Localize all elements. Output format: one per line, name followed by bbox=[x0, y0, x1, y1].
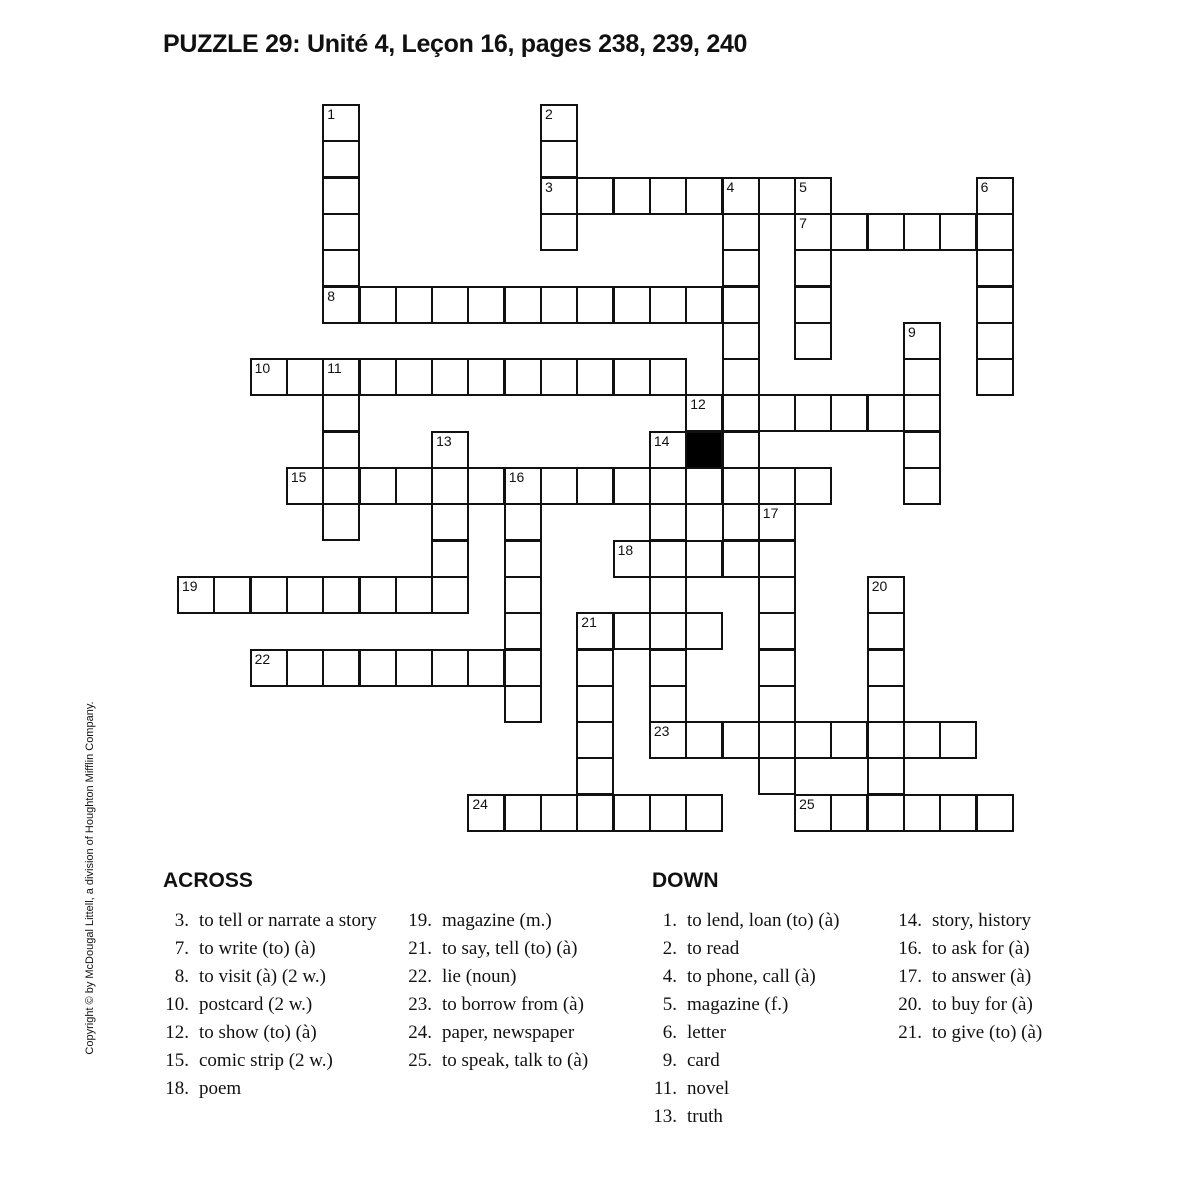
copyright-notice: Copyright © by McDougal Littell, a division of Houghton Mifflin Company. bbox=[84, 701, 96, 1055]
grid-cell[interactable] bbox=[649, 612, 687, 650]
grid-cell[interactable] bbox=[322, 431, 360, 469]
grid-cell[interactable] bbox=[322, 394, 360, 432]
grid-cell[interactable] bbox=[758, 721, 796, 759]
clue-number: 24. bbox=[408, 1022, 432, 1043]
grid-cell[interactable] bbox=[613, 612, 651, 650]
page-title: PUZZLE 29: Unité 4, Leçon 16, pages 238, 239, 240 bbox=[163, 30, 748, 58]
across-clues-col2 bbox=[406, 907, 646, 1075]
grid-cell[interactable] bbox=[322, 576, 360, 614]
clue-text: to phone, call (à) bbox=[687, 966, 816, 987]
clue-text: letter bbox=[687, 1022, 727, 1043]
clue-item bbox=[896, 963, 1126, 991]
clue-text: to give (to) (à) bbox=[932, 1022, 1043, 1043]
clue-number-label: 13 bbox=[436, 432, 452, 449]
grid-cell[interactable] bbox=[649, 794, 687, 832]
grid-cell[interactable] bbox=[867, 757, 905, 795]
grid-cell[interactable] bbox=[758, 757, 796, 795]
grid-cell[interactable] bbox=[976, 794, 1014, 832]
grid-cell[interactable] bbox=[758, 540, 796, 578]
clue-number-label: 2 bbox=[545, 106, 553, 122]
grid-cell[interactable] bbox=[867, 721, 905, 759]
grid-cell[interactable] bbox=[903, 431, 941, 469]
grid-cell[interactable] bbox=[758, 649, 796, 687]
clue-number: 23. bbox=[408, 994, 432, 1015]
clue-item bbox=[896, 907, 1126, 935]
grid-cell[interactable] bbox=[903, 721, 941, 759]
grid-cell[interactable] bbox=[322, 467, 360, 505]
grid-cell[interactable] bbox=[830, 394, 868, 432]
grid-cell[interactable] bbox=[540, 213, 578, 251]
grid-cell[interactable] bbox=[758, 394, 796, 432]
grid-cell[interactable] bbox=[359, 286, 397, 324]
grid-cell[interactable] bbox=[504, 286, 542, 324]
clue-number: 5. bbox=[662, 994, 677, 1015]
grid-cell[interactable] bbox=[722, 431, 760, 469]
clue-number: 11. bbox=[653, 1078, 677, 1099]
grid-cell[interactable] bbox=[867, 394, 905, 432]
grid-cell[interactable] bbox=[939, 721, 977, 759]
clue-text: truth bbox=[687, 1106, 723, 1127]
grid-cell[interactable] bbox=[722, 322, 760, 360]
grid-cell[interactable] bbox=[576, 721, 614, 759]
grid-cell[interactable] bbox=[322, 649, 360, 687]
clue-number-label: 16 bbox=[508, 469, 525, 485]
clue-number: 16. bbox=[898, 938, 922, 959]
clue-text: to ask for (à) bbox=[932, 938, 1030, 959]
grid-cell[interactable] bbox=[722, 721, 760, 759]
clue-number: 15. bbox=[165, 1050, 189, 1071]
grid-cell[interactable] bbox=[613, 358, 651, 396]
grid-cell[interactable] bbox=[613, 794, 651, 832]
clue-text: magazine (m.) bbox=[442, 910, 552, 931]
clue-text: lie (noun) bbox=[442, 966, 517, 987]
clue-item bbox=[896, 935, 1126, 963]
grid-cell[interactable] bbox=[794, 721, 832, 759]
grid-cell[interactable] bbox=[903, 394, 941, 432]
grid-cell[interactable] bbox=[395, 576, 433, 614]
grid-cell[interactable] bbox=[903, 213, 941, 251]
grid-cell[interactable] bbox=[540, 794, 578, 832]
clue-number-label: 9 bbox=[908, 323, 916, 340]
clue-number: 8. bbox=[174, 966, 189, 987]
down-clues-col1 bbox=[651, 907, 891, 1131]
grid-cell[interactable] bbox=[758, 576, 796, 614]
clue-number-label: 18 bbox=[617, 541, 634, 558]
grid-cell[interactable] bbox=[359, 358, 397, 396]
grid-cell[interactable] bbox=[722, 213, 760, 251]
clue-item bbox=[651, 991, 891, 1019]
grid-cell[interactable] bbox=[649, 177, 687, 215]
grid-cell[interactable] bbox=[576, 177, 614, 215]
grid-cell[interactable] bbox=[830, 794, 868, 832]
clue-number: 20. bbox=[898, 994, 922, 1015]
clue-item bbox=[651, 1047, 891, 1075]
grid-cell[interactable] bbox=[830, 213, 868, 251]
grid-cell[interactable] bbox=[794, 286, 832, 324]
grid-cell[interactable] bbox=[504, 794, 542, 832]
clue-item bbox=[163, 907, 383, 935]
grid-cell[interactable] bbox=[722, 286, 760, 324]
grid-cell[interactable] bbox=[722, 358, 760, 396]
grid-cell[interactable] bbox=[395, 467, 433, 505]
grid-cell[interactable] bbox=[286, 358, 324, 396]
clue-item bbox=[163, 1075, 383, 1103]
clue-number-label: 1 bbox=[327, 106, 335, 122]
clue-number-label: 10 bbox=[254, 360, 271, 377]
grid-cell[interactable] bbox=[322, 213, 360, 251]
clue-text: to borrow from (à) bbox=[442, 994, 584, 1015]
down-heading: DOWN bbox=[652, 869, 719, 892]
clue-number-label: 12 bbox=[690, 396, 706, 413]
clue-number-label: 21 bbox=[581, 614, 597, 631]
grid-cell[interactable] bbox=[540, 140, 578, 178]
grid-cell[interactable] bbox=[976, 286, 1014, 324]
grid-cell[interactable] bbox=[431, 286, 469, 324]
grid-cell[interactable] bbox=[576, 286, 614, 324]
grid-cell[interactable] bbox=[286, 576, 324, 614]
clue-number-label: 7 bbox=[799, 214, 807, 231]
grid-cell[interactable] bbox=[758, 467, 796, 505]
grid-cell[interactable] bbox=[722, 503, 760, 541]
grid-cell[interactable] bbox=[467, 467, 505, 505]
grid-cell[interactable] bbox=[613, 467, 651, 505]
clue-text: to answer (à) bbox=[932, 966, 1032, 987]
clue-number-label: 24 bbox=[472, 795, 488, 812]
grid-cell[interactable] bbox=[976, 213, 1014, 251]
grid-cell[interactable] bbox=[685, 286, 723, 324]
clue-number: 1. bbox=[662, 910, 677, 931]
grid-cell[interactable] bbox=[649, 503, 687, 541]
across-clues-col1 bbox=[163, 907, 383, 1103]
grid-cell[interactable] bbox=[722, 249, 760, 287]
clue-item bbox=[406, 991, 646, 1019]
grid-cell[interactable] bbox=[576, 358, 614, 396]
clue-number-label: 6 bbox=[980, 178, 989, 195]
clue-number-label: 5 bbox=[799, 178, 807, 195]
grid-cell[interactable] bbox=[830, 721, 868, 759]
grid-cell[interactable] bbox=[722, 467, 760, 505]
clue-item bbox=[896, 1019, 1126, 1047]
clue-item bbox=[896, 991, 1126, 1019]
grid-cell[interactable] bbox=[322, 140, 360, 178]
grid-cell[interactable] bbox=[867, 794, 905, 832]
grid-cell[interactable] bbox=[794, 467, 832, 505]
grid-cell[interactable] bbox=[322, 177, 360, 215]
down-clues-col2 bbox=[896, 907, 1126, 1047]
grid-cell[interactable] bbox=[649, 286, 687, 324]
grid-cell[interactable] bbox=[685, 540, 723, 578]
grid-cell[interactable] bbox=[431, 358, 469, 396]
grid-cell[interactable] bbox=[903, 794, 941, 832]
grid-cell[interactable] bbox=[540, 286, 578, 324]
clue-number: 22. bbox=[408, 966, 432, 987]
grid-cell[interactable] bbox=[976, 249, 1014, 287]
grid-cell[interactable] bbox=[722, 540, 760, 578]
clue-text: to speak, talk to (à) bbox=[442, 1050, 589, 1071]
clue-text: to write (to) (à) bbox=[199, 938, 316, 959]
grid-cell[interactable] bbox=[794, 394, 832, 432]
clue-number: 18. bbox=[165, 1078, 189, 1099]
clue-number-label: 19 bbox=[182, 577, 198, 594]
clue-number: 13. bbox=[653, 1106, 677, 1127]
grid-cell[interactable] bbox=[649, 540, 687, 578]
clue-number: 10. bbox=[165, 994, 189, 1015]
clue-number: 6. bbox=[662, 1022, 677, 1043]
grid-cell[interactable] bbox=[903, 467, 941, 505]
grid-cell[interactable] bbox=[576, 757, 614, 795]
grid-cell[interactable] bbox=[903, 358, 941, 396]
grid-cell[interactable] bbox=[213, 576, 251, 614]
grid-cell[interactable] bbox=[867, 685, 905, 723]
clue-number: 21. bbox=[408, 938, 432, 959]
clue-text: card bbox=[687, 1050, 720, 1071]
clue-number: 7. bbox=[174, 938, 189, 959]
clue-text: to tell or narrate a story bbox=[199, 910, 377, 931]
grid-cell[interactable] bbox=[867, 612, 905, 650]
grid-cell[interactable] bbox=[431, 503, 469, 541]
clue-text: magazine (f.) bbox=[687, 994, 789, 1015]
clue-text: postcard (2 w.) bbox=[199, 994, 313, 1015]
clue-text: to buy for (à) bbox=[932, 994, 1033, 1015]
grid-cell[interactable] bbox=[540, 467, 578, 505]
grid-cell[interactable] bbox=[467, 358, 505, 396]
clue-item bbox=[406, 1019, 646, 1047]
clue-number-label: 11 bbox=[327, 360, 342, 377]
grid-cell[interactable] bbox=[504, 503, 542, 541]
grid-cell[interactable] bbox=[504, 358, 542, 396]
clue-item bbox=[163, 1047, 383, 1075]
clue-number: 19. bbox=[408, 910, 432, 931]
grid-cell[interactable] bbox=[976, 322, 1014, 360]
clue-number: 14. bbox=[898, 910, 922, 931]
clue-item bbox=[406, 907, 646, 935]
clue-item bbox=[651, 1103, 891, 1131]
clue-number-label: 14 bbox=[653, 432, 670, 449]
clue-number-label: 4 bbox=[726, 178, 735, 195]
grid-cell[interactable] bbox=[758, 612, 796, 650]
clue-number-label: 20 bbox=[871, 577, 888, 594]
grid-cell[interactable] bbox=[576, 794, 614, 832]
clue-item bbox=[651, 1075, 891, 1103]
grid-cell[interactable] bbox=[359, 467, 397, 505]
grid-cell[interactable] bbox=[939, 794, 977, 832]
grid-cell[interactable] bbox=[504, 649, 542, 687]
grid-cell[interactable] bbox=[431, 649, 469, 687]
grid-cell[interactable] bbox=[685, 177, 723, 215]
grid-cell[interactable] bbox=[395, 358, 433, 396]
clue-text: story, history bbox=[932, 910, 1032, 931]
grid-cell[interactable] bbox=[286, 649, 324, 687]
grid-cell[interactable] bbox=[649, 685, 687, 723]
grid-cell[interactable] bbox=[649, 358, 687, 396]
clue-number: 9. bbox=[662, 1050, 677, 1071]
clue-item bbox=[651, 907, 891, 935]
clue-number-label: 15 bbox=[290, 469, 307, 485]
grid-cell[interactable] bbox=[576, 467, 614, 505]
grid-cell[interactable] bbox=[322, 503, 360, 541]
grid-cell[interactable] bbox=[976, 358, 1014, 396]
grid-cell[interactable] bbox=[504, 612, 542, 650]
grid-cell[interactable] bbox=[359, 576, 397, 614]
clue-text: to show (to) (à) bbox=[199, 1022, 317, 1043]
grid-cell[interactable] bbox=[685, 467, 723, 505]
clue-number-label: 25 bbox=[799, 795, 815, 812]
clue-number: 17. bbox=[898, 966, 922, 987]
clue-item bbox=[651, 1019, 891, 1047]
clue-text: novel bbox=[687, 1078, 730, 1099]
grid-cell[interactable] bbox=[685, 721, 723, 759]
clue-item bbox=[406, 963, 646, 991]
grid-cell[interactable] bbox=[576, 649, 614, 687]
clue-item bbox=[163, 935, 383, 963]
grid-cell[interactable] bbox=[395, 649, 433, 687]
grid-cell[interactable] bbox=[431, 467, 469, 505]
clue-text: poem bbox=[199, 1078, 242, 1099]
clue-number-label: 22 bbox=[254, 650, 271, 667]
clue-item bbox=[651, 963, 891, 991]
clue-number: 3. bbox=[174, 910, 189, 931]
clue-number: 25. bbox=[408, 1050, 432, 1071]
grid-cell[interactable] bbox=[939, 213, 977, 251]
grid-cell[interactable] bbox=[504, 576, 542, 614]
grid-cell[interactable] bbox=[395, 286, 433, 324]
clue-item bbox=[651, 935, 891, 963]
grid-cell[interactable] bbox=[722, 394, 760, 432]
clue-text: comic strip (2 w.) bbox=[199, 1050, 333, 1071]
grid-cell[interactable] bbox=[467, 286, 505, 324]
clue-text: to read bbox=[687, 938, 740, 959]
clue-number-label: 3 bbox=[545, 178, 553, 195]
clue-number-label: 17 bbox=[762, 505, 779, 522]
grid-cell[interactable] bbox=[758, 685, 796, 723]
grid-cell[interactable] bbox=[504, 685, 542, 723]
grid-cell[interactable] bbox=[431, 540, 469, 578]
grid-cell[interactable] bbox=[649, 576, 687, 614]
grid-cell[interactable] bbox=[613, 286, 651, 324]
clue-number: 21. bbox=[898, 1022, 922, 1043]
clue-item bbox=[163, 963, 383, 991]
grid-cell[interactable] bbox=[867, 649, 905, 687]
grid-cell[interactable] bbox=[758, 177, 796, 215]
grid-cell[interactable] bbox=[250, 576, 288, 614]
grid-cell[interactable] bbox=[613, 177, 651, 215]
grid-cell[interactable] bbox=[576, 685, 614, 723]
grid-cell[interactable] bbox=[794, 322, 832, 360]
clue-text: to lend, loan (to) (à) bbox=[687, 910, 840, 931]
grid-cell[interactable] bbox=[649, 467, 687, 505]
grid-cell[interactable] bbox=[322, 249, 360, 287]
grid-cell[interactable] bbox=[431, 576, 469, 614]
clue-text: to say, tell (to) (à) bbox=[442, 938, 578, 959]
across-heading: ACROSS bbox=[163, 869, 253, 892]
grid-cell[interactable] bbox=[867, 213, 905, 251]
clue-item bbox=[406, 1047, 646, 1075]
clue-item bbox=[163, 991, 383, 1019]
grid-cell[interactable] bbox=[685, 794, 723, 832]
clue-text: paper, newspaper bbox=[442, 1022, 575, 1043]
black-square bbox=[685, 431, 723, 469]
grid-cell[interactable] bbox=[794, 249, 832, 287]
clue-number-label: 23 bbox=[653, 723, 670, 740]
clue-number-label: 8 bbox=[327, 287, 335, 304]
grid-cell[interactable] bbox=[540, 358, 578, 396]
grid-cell[interactable] bbox=[504, 540, 542, 578]
clue-number: 2. bbox=[662, 938, 677, 959]
clue-item bbox=[163, 1019, 383, 1047]
grid-cell[interactable] bbox=[649, 649, 687, 687]
grid-cell[interactable] bbox=[685, 612, 723, 650]
clue-number: 4. bbox=[662, 966, 677, 987]
clue-item bbox=[406, 935, 646, 963]
grid-cell[interactable] bbox=[359, 649, 397, 687]
grid-cell[interactable] bbox=[467, 649, 505, 687]
clue-number: 12. bbox=[165, 1022, 189, 1043]
clue-text: to visit (à) (2 w.) bbox=[199, 966, 326, 987]
